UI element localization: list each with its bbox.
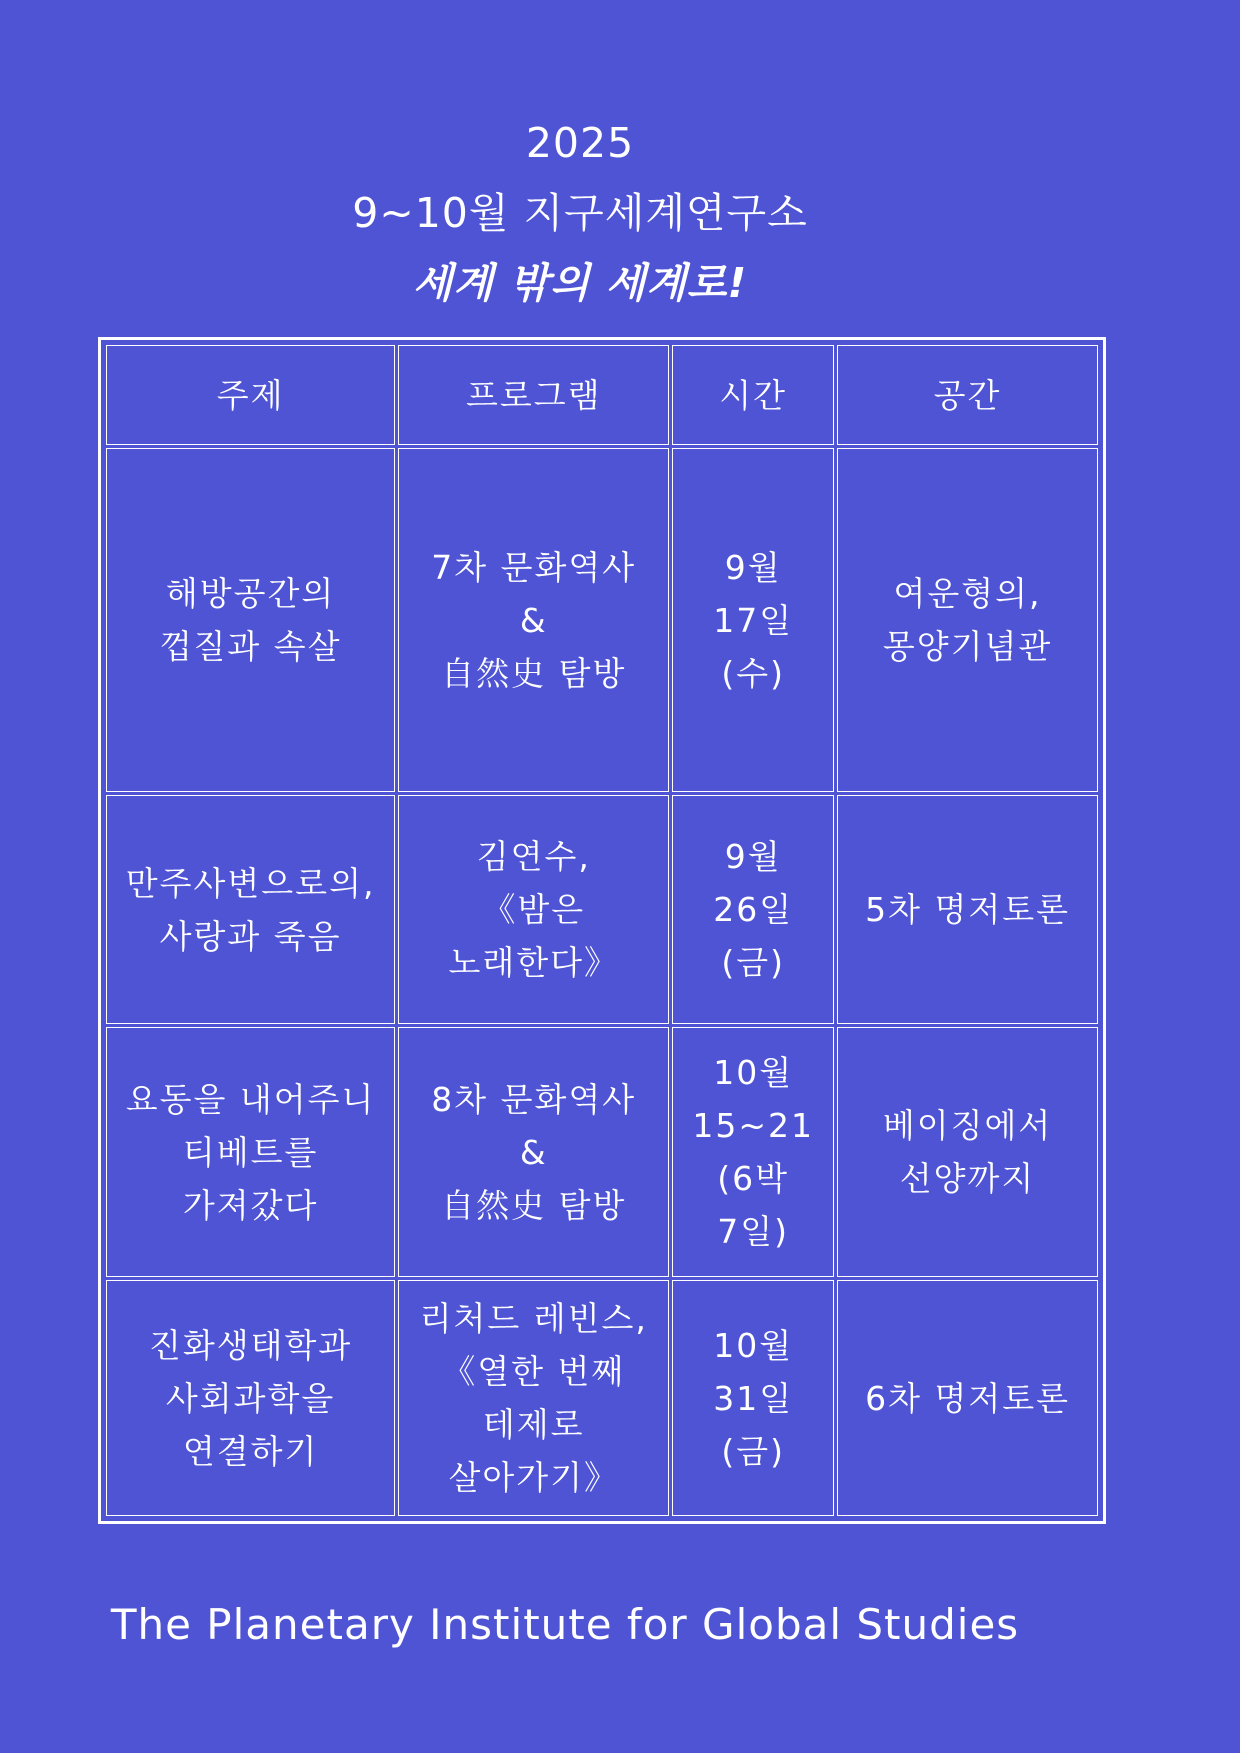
topic-cell	[106, 448, 395, 792]
cell-line: 여운형의,	[893, 574, 1042, 613]
schedule-table	[98, 337, 1106, 1524]
cell-line: 리처드 레빈스,	[419, 1299, 648, 1338]
table-row	[106, 795, 1098, 1024]
topic-cell	[106, 1027, 395, 1277]
program-cell	[398, 1280, 669, 1516]
cell-line: 만주사변으로의,	[125, 863, 376, 903]
cell-line: 김연수,	[476, 837, 591, 876]
cell-line: (금)	[721, 943, 785, 982]
cell-line: 몽양기념관	[882, 627, 1053, 666]
column-header-place: 공간	[837, 345, 1098, 445]
time-cell	[672, 1027, 834, 1277]
cell-line: 테제로	[482, 1405, 585, 1444]
header-subtitle: 9~10월 지구세계연구소	[352, 189, 808, 237]
cell-line: 껍질과 속살	[159, 627, 342, 666]
cell-line: &	[519, 600, 548, 640]
table-row	[106, 448, 1098, 792]
cell-line: 10월	[713, 1325, 794, 1365]
table-row	[106, 1027, 1098, 1277]
cell-line: 선양까지	[899, 1159, 1036, 1198]
cell-line: 연결하기	[182, 1431, 319, 1471]
table-header-row	[106, 345, 1098, 445]
cell-line: 《밤은	[482, 890, 586, 929]
cell-line: 요동을 내어주니	[125, 1079, 376, 1119]
cell-line: 티베트를	[182, 1132, 319, 1172]
time-cell	[672, 1280, 834, 1516]
cell-line: 9월	[724, 547, 782, 587]
place-cell	[837, 795, 1098, 1024]
cell-line: 自然史 탐방	[441, 653, 627, 693]
cell-line: 15~21	[692, 1106, 814, 1145]
cell-line: (금)	[721, 1431, 785, 1471]
program-cell	[398, 1027, 669, 1277]
page-header	[0, 108, 1160, 318]
cell-line: 베이징에서	[882, 1106, 1053, 1145]
cell-line: (6박	[717, 1159, 790, 1198]
cell-line: 7차 문화역사	[431, 547, 637, 587]
cell-line: 26일	[713, 890, 794, 929]
cell-line: 31일	[713, 1378, 794, 1418]
time-cell	[672, 448, 834, 792]
cell-line: 살아가기》	[448, 1458, 619, 1497]
cell-line: 노래한다》	[448, 943, 619, 982]
program-cell	[398, 795, 669, 1024]
cell-line: 해방공간의	[165, 574, 336, 613]
cell-line: 6차 명저토론	[865, 1378, 1070, 1418]
place-cell	[837, 1027, 1098, 1277]
topic-cell	[106, 1280, 395, 1516]
cell-line: 自然史 탐방	[441, 1185, 627, 1225]
cell-line: 사회과학을	[165, 1378, 336, 1418]
cell-line: 8차 문화역사	[431, 1079, 637, 1119]
place-cell	[837, 448, 1098, 792]
cell-line: 가져갔다	[182, 1185, 319, 1225]
cell-line: 사랑과 죽음	[159, 916, 342, 956]
topic-cell	[106, 795, 395, 1024]
cell-line: 17일	[713, 600, 794, 640]
column-header-time: 시간	[672, 345, 834, 445]
institute-name: The Planetary Institute for Global Studies	[110, 1600, 1020, 1649]
cell-line: 진화생태학과	[148, 1325, 353, 1365]
cell-line: (수)	[721, 653, 785, 693]
cell-line: 《열한 번째	[442, 1352, 626, 1391]
time-cell	[672, 795, 834, 1024]
cell-line: 9월	[724, 837, 782, 876]
cell-line: 7일)	[717, 1212, 790, 1251]
program-cell	[398, 448, 669, 792]
header-year: 2025	[525, 119, 635, 167]
column-header-topic: 주제	[106, 345, 395, 445]
cell-line: 10월	[713, 1053, 794, 1092]
cell-line: 5차 명저토론	[865, 890, 1070, 929]
column-header-program: 프로그램	[398, 345, 669, 445]
table-row	[106, 1280, 1098, 1516]
place-cell	[837, 1280, 1098, 1516]
cell-line: &	[519, 1132, 548, 1172]
header-tagline: 세계 밖의 세계로!	[412, 259, 748, 307]
